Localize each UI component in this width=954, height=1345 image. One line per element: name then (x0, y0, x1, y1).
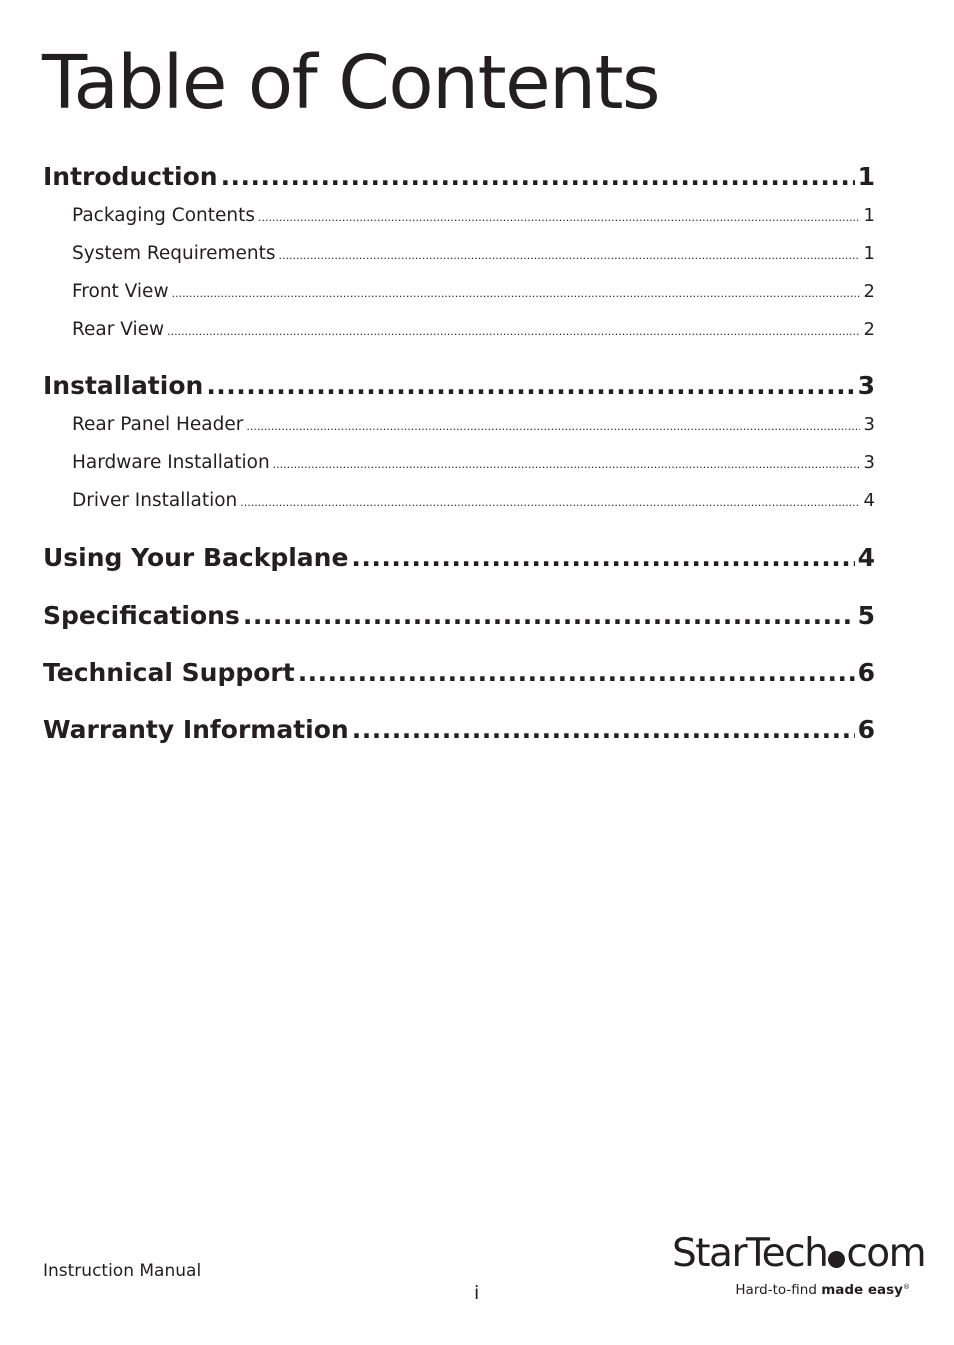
dot-leader (352, 713, 855, 746)
dot-leader (240, 484, 859, 522)
dot-leader (278, 237, 859, 275)
toc-entry-page: 6 (857, 658, 875, 687)
toc-entry-page: 3 (857, 371, 875, 400)
dot-leader (221, 160, 855, 193)
dot-leader (298, 656, 855, 689)
toc-entry-page: 1 (857, 162, 875, 191)
dot-leader (243, 599, 855, 632)
toc-entry-label: Hardware Installation (72, 452, 270, 473)
toc-entry-front-view[interactable] (43, 273, 875, 311)
toc-entry-label: Rear Panel Header (72, 414, 244, 435)
dot-leader (351, 541, 854, 574)
toc-entry-page: 2 (863, 281, 875, 302)
toc-entry-label: Rear View (72, 319, 165, 340)
toc-entry-page: 1 (863, 243, 875, 264)
toc-entry-warranty-information[interactable] (43, 713, 875, 746)
toc-entry-installation[interactable] (43, 369, 875, 402)
toc-entry-page: 2 (863, 319, 875, 340)
toc-entry-label: Installation (43, 371, 204, 400)
logo-tagline-bold: made easy (821, 1282, 903, 1298)
toc-entry-rear-panel-header[interactable] (43, 406, 875, 444)
footer-document-label: Instruction Manual (43, 1261, 202, 1281)
toc-entry-label: Driver Installation (72, 490, 238, 511)
toc-entry-technical-support[interactable] (43, 656, 875, 689)
toc-entry-label: Packaging Contents (72, 205, 256, 226)
dot-leader (172, 275, 860, 313)
toc-entry-label: Specifications (43, 601, 240, 630)
page-title: Table of Contents (42, 40, 660, 126)
toc-entry-rear-view[interactable] (43, 311, 875, 349)
registered-mark: ® (903, 1283, 910, 1291)
toc-entry-page: 6 (857, 715, 875, 744)
toc-entry-specifications[interactable] (43, 599, 875, 632)
logo-tagline (735, 1282, 910, 1298)
toc-entry-label: Warranty Information (43, 715, 349, 744)
toc-entry-page: 1 (863, 205, 875, 226)
toc-entry-using-your-backplane[interactable] (43, 541, 875, 574)
toc-entry-hardware-installation[interactable] (43, 444, 875, 482)
toc-entry-label: Introduction (43, 162, 218, 191)
toc-entry-page: 4 (863, 490, 875, 511)
dot-leader (273, 446, 860, 484)
logo-wordmark (672, 1232, 925, 1276)
dot-leader (258, 199, 860, 237)
toc-entry-label: Front View (72, 281, 169, 302)
dot-leader (206, 369, 854, 402)
dot-leader (246, 408, 859, 446)
footer-page-number: i (474, 1282, 480, 1304)
toc-entry-label: Technical Support (43, 658, 295, 687)
logo-dot-icon (828, 1251, 845, 1268)
logo-wordmark-suffix: com (846, 1231, 926, 1276)
toc-entry-packaging-contents[interactable] (43, 197, 875, 235)
logo-wordmark-main: StarTech (672, 1231, 828, 1276)
toc-entry-page: 3 (863, 452, 875, 473)
toc-entry-system-requirements[interactable] (43, 235, 875, 273)
table-of-contents (43, 160, 875, 746)
toc-entry-label: System Requirements (72, 243, 276, 264)
toc-entry-page: 5 (857, 601, 875, 630)
toc-entry-page: 3 (863, 414, 875, 435)
startech-logo (672, 1231, 926, 1304)
dot-leader (167, 313, 859, 351)
toc-entry-introduction[interactable] (43, 160, 875, 193)
toc-entry-driver-installation[interactable] (43, 482, 875, 520)
toc-entry-page: 4 (857, 543, 875, 572)
logo-tagline-regular: Hard-to-find (735, 1282, 822, 1298)
toc-entry-label: Using Your Backplane (43, 543, 349, 572)
